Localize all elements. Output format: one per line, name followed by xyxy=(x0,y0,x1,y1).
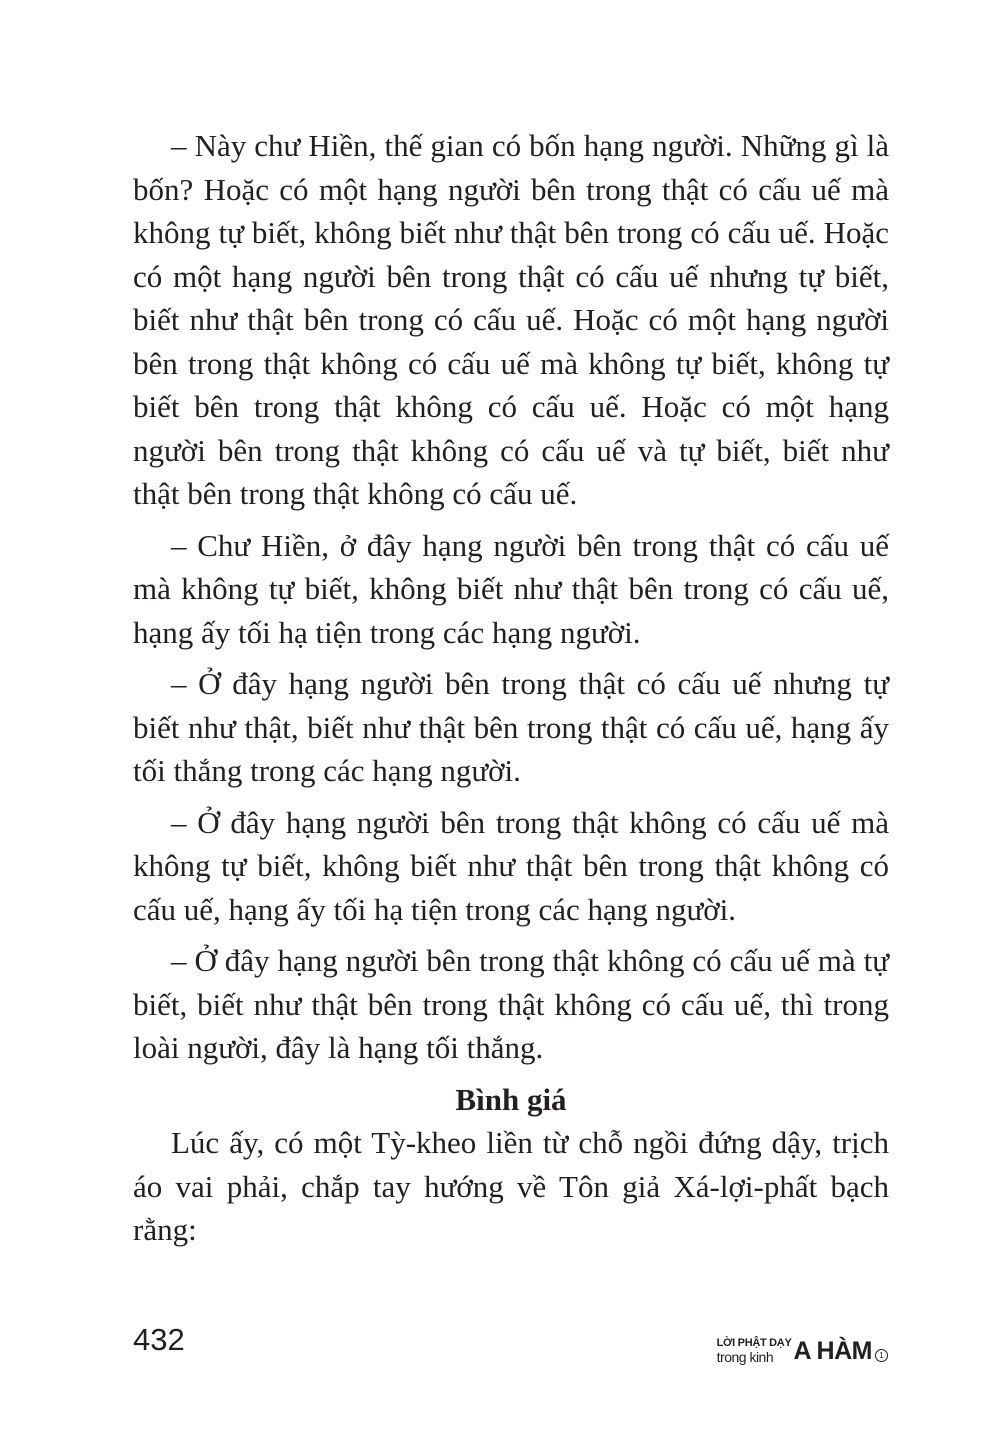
paragraph-2: – Chư Hiền, ở đây hạng người bên trong thật có cấu uế mà không tự biết, không biết như thật bên trong có cấu uế, hạng ấy tối hạ tiện trong các hạng người. xyxy=(133,527,889,650)
logo-line-2: trong kinh xyxy=(716,1349,774,1365)
section-heading: Bình giá xyxy=(455,1081,567,1117)
page-body xyxy=(133,124,889,1260)
book-series-logo xyxy=(717,1330,888,1364)
paragraph-5: – Ở đây hạng người bên trong thật không có cấu uế mà tự biết, biết như thật bên trong thật không có cấu uế, thì trong loài người, đây là hạng tối thắng. xyxy=(133,943,889,1065)
logo-title: A HÀM xyxy=(793,1337,872,1365)
paragraph-3: – Ở đây hạng người bên trong thật có cấu uế nhưng tự biết như thật, biết như thật bên trong thật có cấu uế, hạng ấy tối thắng trong các hạng người. xyxy=(133,666,889,788)
logo-volume-badge: 1 xyxy=(875,1349,888,1362)
logo-line-1: LỜI PHẬT DẠY xyxy=(716,1337,792,1349)
closing-paragraph: Lúc ấy, có một Tỳ-kheo liền từ chỗ ngồi đứng dậy, trịch áo vai phải, chắp tay hướng về Tôn giả Xá-lợi-phất bạch rằng: xyxy=(133,1125,889,1247)
logo-text-stack xyxy=(717,1338,792,1364)
paragraph-1: – Này chư Hiền, thế gian có bốn hạng người. Những gì là bốn? Hoặc có một hạng người bên trong thật có cấu uế mà không tự biết, không biết như thật bên trong có cấu uế. Hoặc có một hạng người bên trong thật có cấu uế nhưng tự biết, biết như thật bên trong có cấu uế. Hoặc có một hạng người bên trong thật không có cấu uế mà không tự biết, không tự biết bên trong thật không có cấu uế. Hoặc có một hạng người bên trong thật không có cấu uế và tự biết, biết như thật bên trong thật không có cấu uế. xyxy=(133,128,889,511)
page-number: 432 xyxy=(133,1322,185,1357)
paragraph-4: – Ở đây hạng người bên trong thật không có cấu uế mà không tự biết, không biết như thật bên trong thật không có cấu uế, hạng ấy tối hạ tiện trong các hạng người. xyxy=(133,804,889,927)
